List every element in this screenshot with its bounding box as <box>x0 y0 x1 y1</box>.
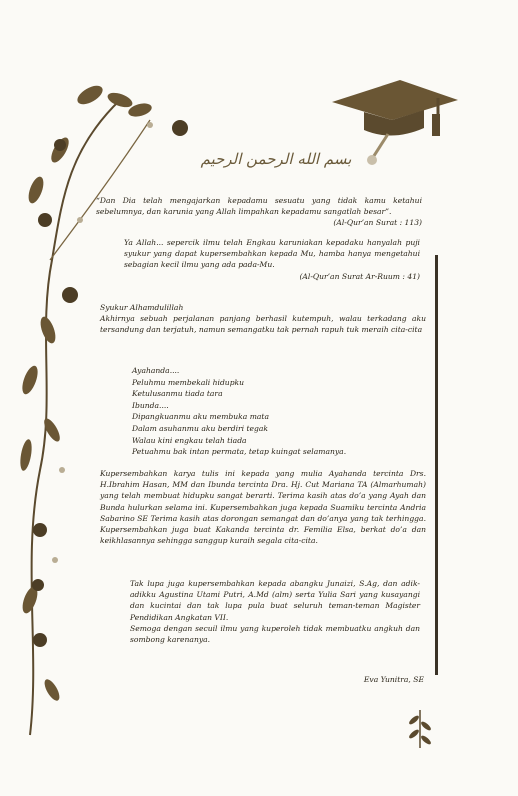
signature: Eva Yunitra, SE <box>363 675 424 684</box>
vertical-rule <box>435 255 438 675</box>
gratitude-section <box>100 302 426 336</box>
poem <box>132 365 412 458</box>
thanks-text: Tak lupa juga kupersembahkan kepada abangku Junaizi, S.Ag, dan adik-adikku Agustina Utami Putri, A.Md (alm) serta Yulia Sari yang kusayangi dan kucintai dan tak lupa pula buat seluruh teman-teman Magister Pendidikan Angkatan VII. <box>130 579 420 622</box>
prayer-quote <box>124 237 420 282</box>
quran-quote <box>96 195 422 229</box>
poem-line: Walau kini engkau telah tiada <box>132 435 247 445</box>
sprig-ornament-icon <box>400 700 440 750</box>
poem-line: Ibunda.... <box>132 400 169 410</box>
poem-line: Dipangkuanmu aku membuka mata <box>132 412 270 422</box>
poem-line: Ketulusanmu tiada tara <box>132 389 223 399</box>
poem-line: Peluhmu membekali hidupku <box>132 377 245 387</box>
poem-line: Petuahmu bak intan permata, tetap kuingat selamanya. <box>132 447 347 457</box>
closing-text: Semoga dengan secuil ilmu yang kuperoleh tidak membuatku angkuh dan sombong karenanya. <box>130 623 420 645</box>
quote-text: Ya Allah... sepercik ilmu telah Engkau karuniakan kepadaku hanyalah puji syukur yang dapat kupersembahkan kepada Mu, hamba hanya mengetahui sebagian kecil ilmu yang ada pada-Mu. <box>124 238 420 270</box>
dedication-paragraph: Kupersembahkan karya tulis ini kepada yang mulia Ayahanda tercinta Drs. H.Ibrahim Hasan, MM dan Ibunda tercinta Dra. Hj. Cut Mariana TA (Almarhumah) yang telah membuat hidupku sangat berarti. Terima kasih atas do’a yang Ayah dan Bunda hulurkan selama ini. Kupersembahkan juga kepada Suamiku tercinta Andria Sabarino SE Terima kasih atas dorongan semangat dan do’anya yang tak terhingga. Kupersembahkan juga buat Kakanda tercinta dr. Femilia Elsa, berkat do’a dan keikhlasannya sehingga sanggup kuraih segala cita-cita. <box>100 469 426 546</box>
gratitude-body: Akhirnya sebuah perjalanan panjang berhasil kutempuh, walau terkadang aku tersandung dan terjatuh, namun semangatku tak pernah rapuh tuk meraih cita-cita <box>100 314 426 335</box>
gratitude-heading: Syukur Alhamdulillah <box>100 303 184 312</box>
bismillah-calligraphy: بسم الله الرحمن الرحيم <box>200 150 352 168</box>
thanks-paragraph <box>130 578 420 645</box>
quote-source: (Al-Qur’an Surat Ar-Ruum : 41) <box>299 271 420 281</box>
poem-line: Dalam asuhanmu aku berdiri tegak <box>132 423 269 433</box>
quote-text: “Dan Dia telah mengajarkan kepadamu sesuatu yang tidak kamu ketahui sebelumnya, dan karunia yang Allah limpahkan kepadamu sangatlah besar”. <box>96 196 422 217</box>
poem-line: Ayahanda.... <box>132 366 180 375</box>
quote-source: (Al-Qur’an Surat : 113) <box>333 218 422 228</box>
